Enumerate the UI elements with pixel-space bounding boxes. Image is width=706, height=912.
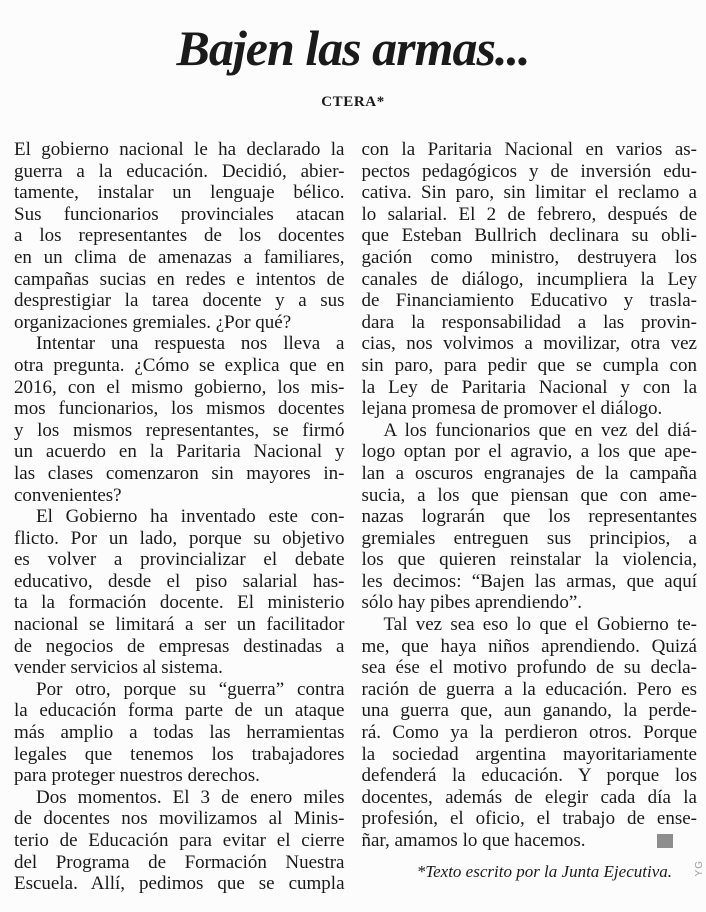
article-end-mark xyxy=(657,834,673,848)
text-line: me, que haya niños aprendiendo. Quizá xyxy=(361,635,697,657)
text-line: Sus funcionarios provinciales atacan xyxy=(14,203,345,225)
text-line: convenientes? xyxy=(14,484,122,506)
paragraph xyxy=(14,506,345,679)
text-line: mos funcionarios, los mismos docentes xyxy=(14,398,345,420)
text-line: rá. Como ya la perdieron otros. Porque xyxy=(361,722,697,744)
text-line: los que quieren reinstalar la violencia, xyxy=(361,549,697,571)
text-line: que Esteban Bullrich declinara su obli- xyxy=(361,225,697,247)
text-line: cias, nos volvimos a movilizar, otra vez xyxy=(361,333,697,355)
text-line: para proteger nuestros derechos. xyxy=(14,765,260,787)
text-line: 2016, con el mismo gobierno, los mis- xyxy=(14,376,345,398)
text-line: la sociedad argentina mayoritariamente xyxy=(361,743,697,765)
text-line: Tal vez sea eso lo que el Gobierno te- xyxy=(383,614,697,636)
text-line: gación como ministro, destruyera los xyxy=(361,246,697,268)
paragraph xyxy=(362,420,698,614)
column-left xyxy=(14,139,345,895)
text-line: lan a oscuros engranajes de la campaña xyxy=(361,462,697,484)
edge-credit: YG xyxy=(694,860,705,877)
text: ñar, amamos lo que hacemos. xyxy=(361,830,586,851)
text-line: canales de diálogo, incumpliera la Ley xyxy=(361,268,697,290)
text-line: pectos pedagógicos y de inversión edu- xyxy=(361,160,697,182)
text-line: un acuerdo en la Paritaria Nacional y xyxy=(14,441,345,463)
text-line: de Financiamiento Educativo y trasla- xyxy=(361,290,697,312)
text-line: cativa. Sin paro, sin limitar el reclamo a xyxy=(361,182,697,204)
paragraph xyxy=(14,787,345,895)
text-line: terio de Educación para evitar el cierre xyxy=(14,830,345,851)
text-line xyxy=(362,830,698,852)
paragraph xyxy=(362,139,698,420)
text-line: A los funcionarios que en vez del diá- xyxy=(383,419,697,441)
text-line: guerra a la educación. Decidió, abier- xyxy=(14,160,345,182)
text-line: organizaciones gremiales. ¿Por qué? xyxy=(14,311,292,333)
text-line: profesión, el oficio, el trabajo de ense- xyxy=(361,808,697,830)
text-line: sólo hay pibes aprendiendo”. xyxy=(361,592,583,614)
text-line: gremiales entreguen sus principios, a xyxy=(361,527,697,549)
text-line: Dos momentos. El 3 de enero miles xyxy=(36,786,345,808)
text-line: una guerra que, aun ganando, la perde- xyxy=(361,700,697,722)
text-line: docentes, además de elegir cada día la xyxy=(361,786,697,808)
text-line: del Programa de Formación Nuestra xyxy=(14,851,345,873)
text-line: ta la formación docente. El ministerio xyxy=(14,592,345,614)
text-line: El gobierno nacional le ha declarado la xyxy=(14,139,345,160)
text-line: flicto. Por un lado, porque su objetivo xyxy=(14,527,345,549)
text-line: les decimos: “Bajen las armas, que aquí xyxy=(361,570,697,592)
text-line: campañas sucias en redes e intentos de xyxy=(14,268,345,290)
text-line: legales que tenemos los trabajadores xyxy=(14,743,345,765)
text-line: la Ley de Paritaria Nacional y con la xyxy=(361,376,697,398)
column-right xyxy=(362,139,698,895)
text-line: de negocios de empresas destinadas a xyxy=(14,635,345,657)
text-line: a los representantes de los docentes xyxy=(14,225,345,247)
text-line: es volver a provincializar el debate xyxy=(14,549,345,571)
article-title: Bajen las armas... xyxy=(176,20,530,76)
text-line: sin paro, para pedir que se cumpla con xyxy=(361,354,697,376)
text-line: El Gobierno ha inventado este con- xyxy=(36,506,345,528)
text-line: Por otro, porque su “guerra” contra xyxy=(36,678,345,700)
text-line: defenderá la educación. Y porque los xyxy=(361,765,697,787)
text-line: Escuela. Allí, pedimos que se cumpla xyxy=(14,873,345,895)
text-line: otra pregunta. ¿Cómo se explica que en xyxy=(14,354,345,376)
text-line: en un clima de amenazas a familiares, xyxy=(14,246,345,268)
paragraph xyxy=(14,333,345,506)
text-line: y los mismos representantes, se firmó xyxy=(14,419,345,441)
text-line: tamente, instalar un lenguaje bélico. xyxy=(14,182,345,204)
text-line: dara la responsabilidad a las provin- xyxy=(361,311,697,333)
text-line: nacional se limitará a ser un facilitador xyxy=(14,614,345,636)
text-line: más amplio a todas las herramientas xyxy=(14,722,345,744)
text-line: la educación forma parte de un ataque xyxy=(14,700,345,722)
footnote: *Texto escrito por la Junta Ejecutiva. xyxy=(416,861,672,881)
text-line: con la Paritaria Nacional en varios as- xyxy=(361,139,697,160)
text-line: desprestigiar la tarea docente y a sus xyxy=(14,290,345,312)
text-line: de docentes nos movilizamos al Minis- xyxy=(14,808,345,830)
paragraph xyxy=(14,139,345,333)
article-body xyxy=(0,139,706,895)
text-line: nazas lograrán que los representantes xyxy=(361,506,697,528)
text-line: lejana promesa de promover el diálogo. xyxy=(361,398,663,420)
text-line: sucia, a los que piensan que con ame- xyxy=(361,484,697,506)
article-byline: CTERA* xyxy=(321,94,385,110)
text-line: vender servicios al sistema. xyxy=(14,657,223,679)
text-line: lo salarial. El 2 de febrero, después de xyxy=(361,203,697,225)
paragraph xyxy=(14,679,345,787)
text-line: sea ése el motivo profundo de su decla- xyxy=(361,657,697,679)
text-line: logo optan por el agravio, a los que ape- xyxy=(361,441,697,463)
text-line: ración de guerra a la educación. Pero es xyxy=(361,678,697,700)
text-line: educativo, desde el piso salarial has- xyxy=(14,570,345,592)
text-line: Intentar una respuesta nos lleva a xyxy=(36,333,345,355)
paragraph xyxy=(362,614,698,852)
text-line: las clases comenzaron sin mayores in- xyxy=(14,462,345,484)
